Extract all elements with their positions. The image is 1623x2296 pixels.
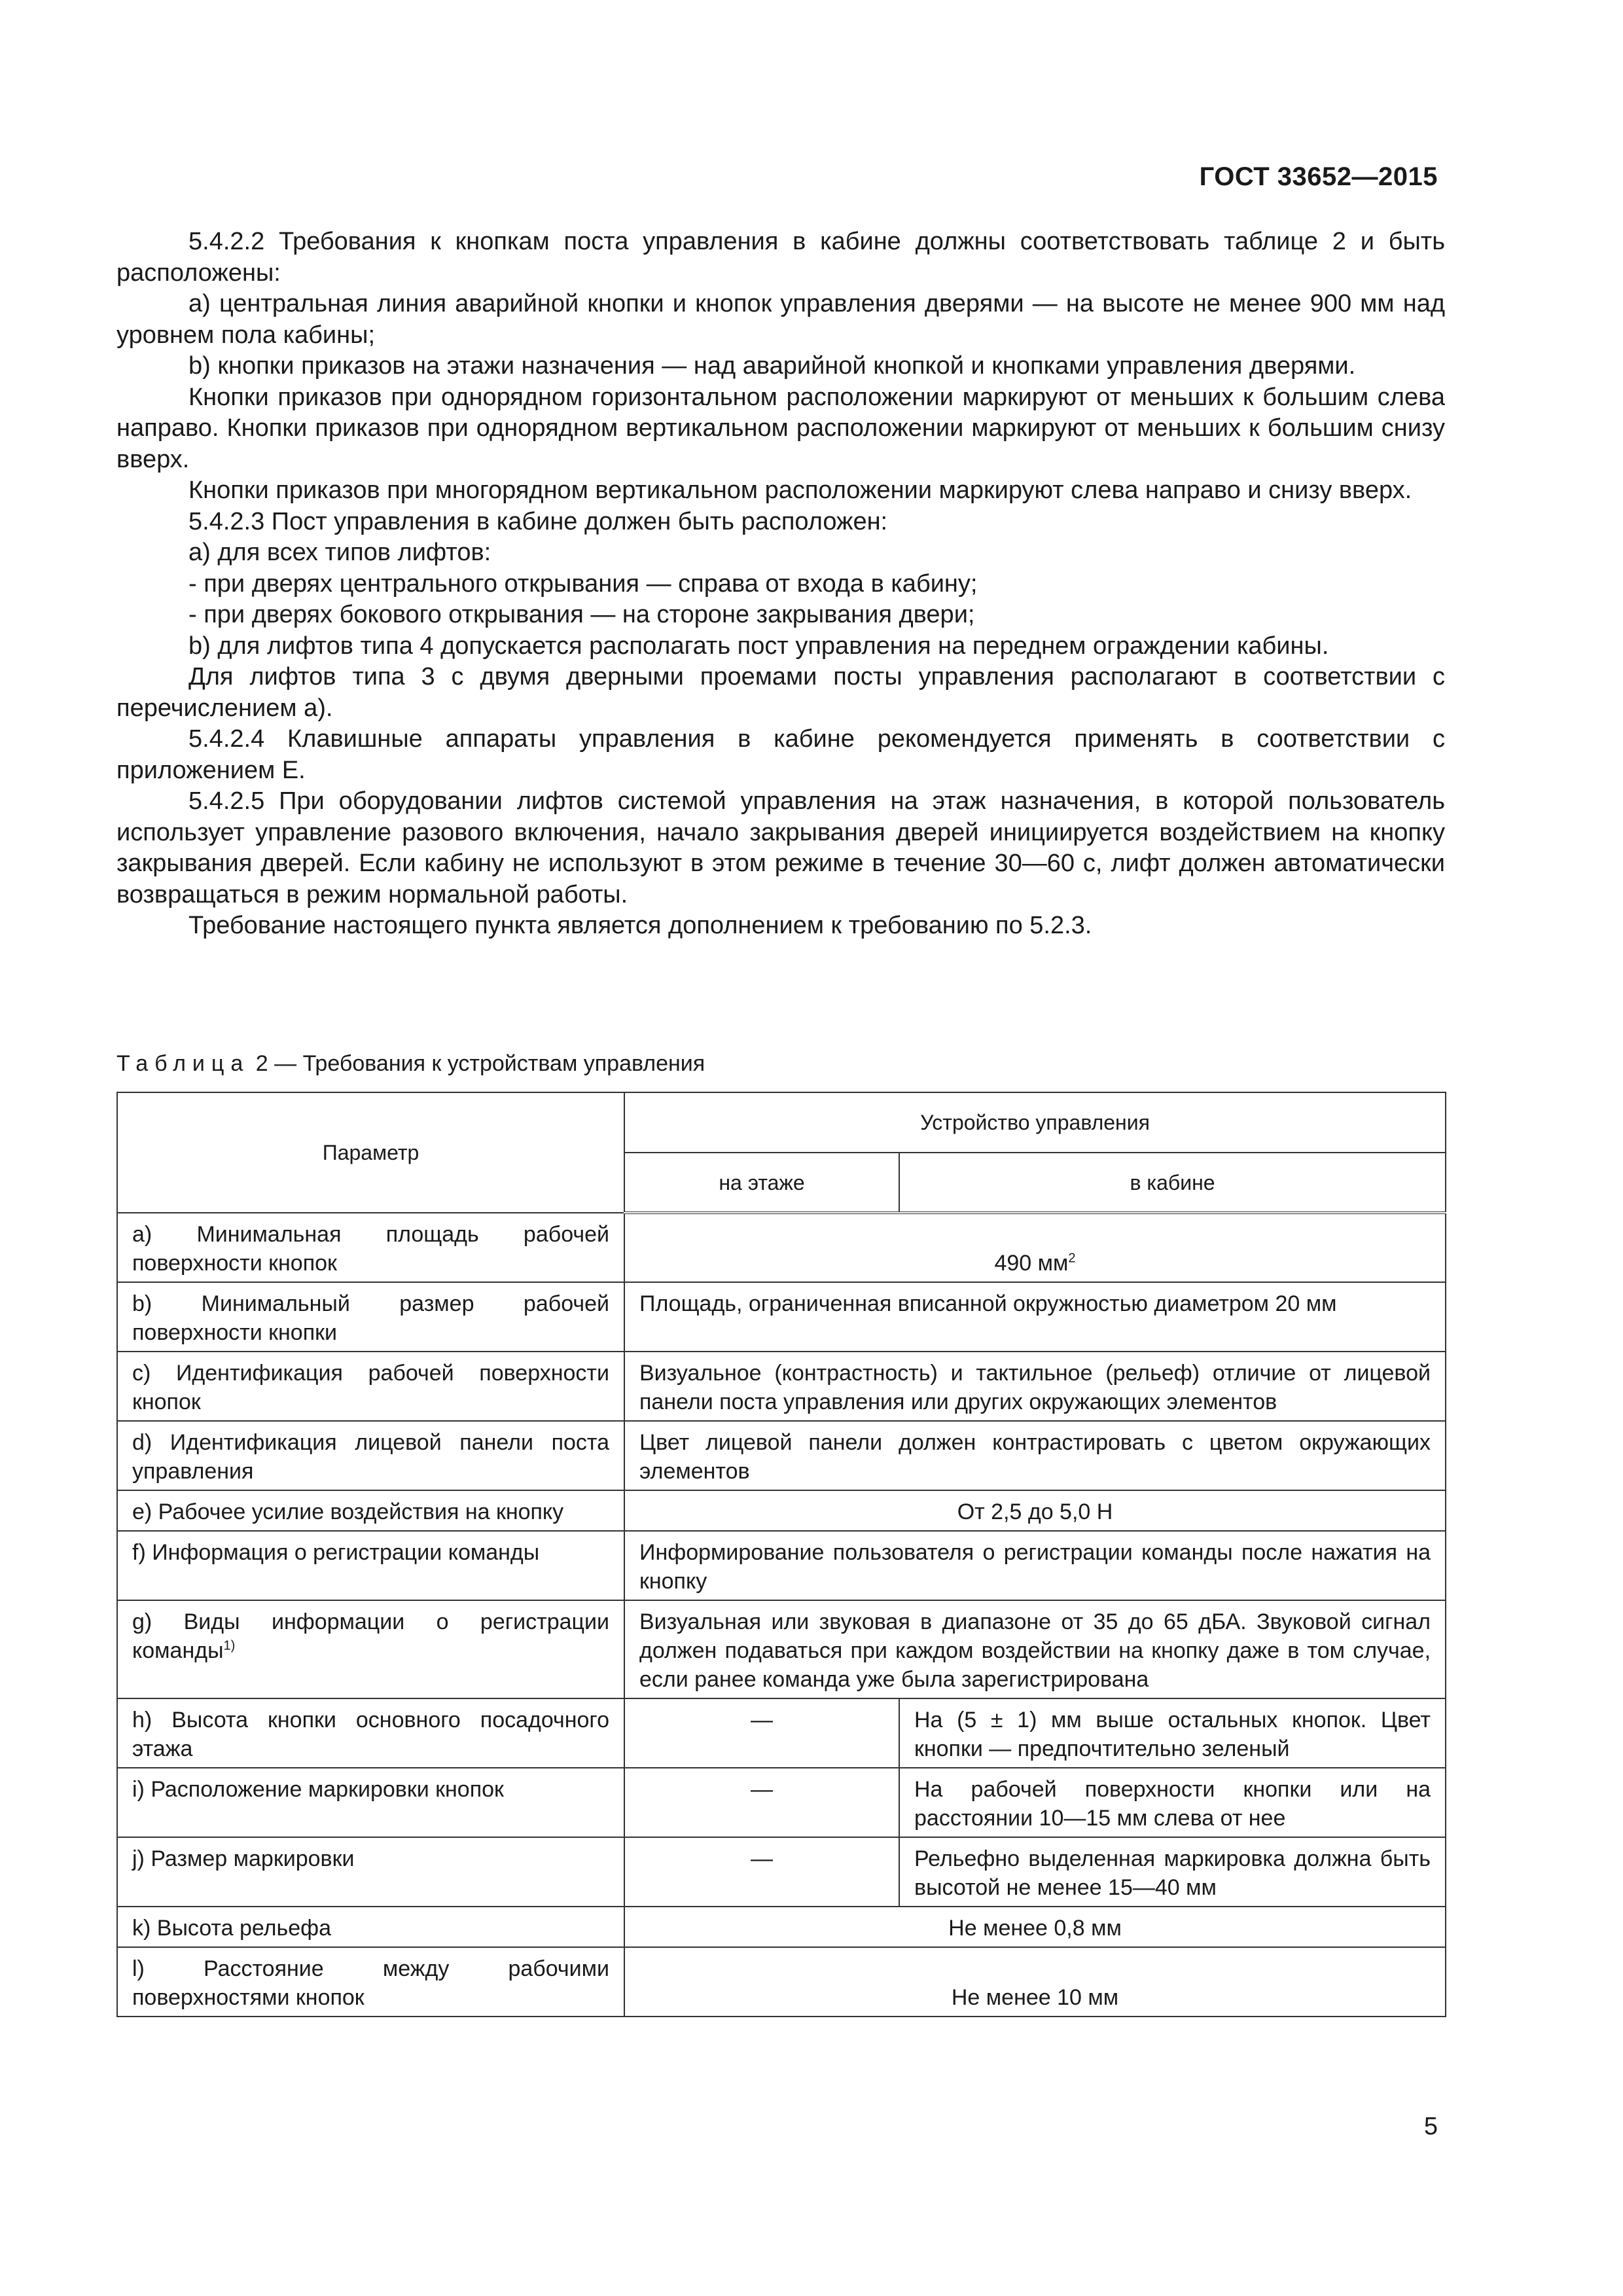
table-row xyxy=(117,1531,1446,1600)
value-cell: Площадь, ограниченная вписанной окружностью диаметром 20 мм xyxy=(624,1282,1446,1352)
table-row xyxy=(117,1837,1446,1907)
table-row xyxy=(117,1768,1446,1837)
parameter-cell: d) Идентификация лицевой панели поста управления xyxy=(117,1421,624,1490)
parameter-cell: e) Рабочее усилие воздействия на кнопку xyxy=(117,1490,624,1531)
floor-cell: — xyxy=(624,1768,899,1837)
list-item-a-all-types: a) для всех типов лифтов: xyxy=(188,539,491,566)
value-cell: Не менее 10 мм xyxy=(624,1947,1446,2017)
cabin-cell: Рельефно выделенная маркировка должна быть высотой не менее 15—40 мм xyxy=(899,1837,1446,1907)
body-text xyxy=(116,226,1445,942)
page-number: 5 xyxy=(1423,2113,1438,2140)
header-in-cabin: в кабине xyxy=(899,1153,1446,1213)
table-row xyxy=(117,1947,1446,2017)
dash-item-side-doors: - при дверях бокового открывания — на стороне закрывания двери; xyxy=(188,601,975,628)
table-caption-word: Таблица xyxy=(116,1051,250,1076)
value-cell: Визуальное (контрастность) и тактильное (рельеф) отличие от лицевой панели поста управления или других окружающих элементов xyxy=(624,1352,1446,1421)
value-cell: Информирование пользователя о регистрации команды после нажатия на кнопку xyxy=(624,1531,1446,1600)
header-parameter: Параметр xyxy=(117,1092,624,1213)
paragraph-5-4-2-5: 5.4.2.5 При оборудовании лифтов системой управления на этаж назначения, в которой пользователь использует управление разового включения, начало закрывания дверей инициируется воздействием на кнопку закрывания дверей. Если кабину не используют в этом режиме в течение 30—60 с, лифт должен автоматически возвращаться в режим нормальной работы. xyxy=(116,787,1445,908)
parameter-text: g) Виды информации о регистрации команды xyxy=(132,1609,609,1663)
value-superscript: 2 xyxy=(1068,1251,1076,1266)
paragraph-5-4-2-3: 5.4.2.3 Пост управления в кабине должен быть расположен: xyxy=(188,507,888,535)
parameter-cell: j) Размер маркировки xyxy=(117,1837,624,1907)
parameter-cell: b) Минимальный размер рабочей поверхности кнопки xyxy=(117,1282,624,1352)
table-row xyxy=(117,1282,1446,1352)
table-caption xyxy=(116,1051,705,1077)
table-row xyxy=(117,1600,1446,1698)
list-item-a: a) центральная линия аварийной кнопки и кнопок управления дверями — на высоте не менее 900 мм над уровнем пола кабины; xyxy=(116,290,1445,349)
list-item-b: b) кнопки приказов на этажи назначения — над аварийной кнопкой и кнопками управления дверями. xyxy=(188,352,1356,380)
paragraph-marking-multi-row: Кнопки приказов при многорядном вертикальном расположении маркируют слева направо и снизу вверх. xyxy=(188,476,1412,504)
paragraph-type-3: Для лифтов типа 3 с двумя дверными проемами посты управления располагают в соответствии с перечислением а). xyxy=(116,663,1445,722)
table-row xyxy=(117,1907,1446,1947)
requirements-table xyxy=(116,1092,1446,2017)
header-on-floor: на этаже xyxy=(624,1153,899,1213)
value-text: 490 мм xyxy=(994,1251,1069,1276)
dash-item-central-doors: - при дверях центрального открывания — справа от входа в кабину; xyxy=(188,569,978,598)
table-row xyxy=(117,1213,1446,1282)
parameter-cell: i) Расположение маркировки кнопок xyxy=(117,1768,624,1837)
parameter-cell: a) Минимальная площадь рабочей поверхности кнопок xyxy=(117,1213,624,1282)
table-row xyxy=(117,1490,1446,1531)
list-item-b-type-4: b) для лифтов типа 4 допускается располагать пост управления на переднем ограждении кабины. xyxy=(188,632,1329,660)
cabin-cell: На (5 ± 1) мм выше остальных кнопок. Цвет кнопки — предпочтительно зеленый xyxy=(899,1698,1446,1768)
paragraph-marking-single-row: Кнопки приказов при однорядном горизонтальном расположении маркируют от меньших к большим слева направо. Кнопки приказов при однорядном вертикальном расположении маркируют от меньших к большим снизу вверх. xyxy=(116,383,1445,473)
floor-cell: — xyxy=(624,1698,899,1768)
table-caption-title: 2 — Требования к устройствам управления xyxy=(255,1051,705,1076)
cabin-cell: На рабочей поверхности кнопки или на расстоянии 10—15 мм слева от нее xyxy=(899,1768,1446,1837)
parameter-cell: k) Высота рельефа xyxy=(117,1907,624,1947)
value-cell: Цвет лицевой панели должен контрастировать с цветом окружающих элементов xyxy=(624,1421,1446,1490)
paragraph-5-4-2-4: 5.4.2.4 Клавишные аппараты управления в кабине рекомендуется применять в соответствии с приложением Е. xyxy=(116,725,1445,784)
value-cell: Не менее 0,8 мм xyxy=(624,1907,1446,1947)
paragraph-addition: Требование настоящего пункта является дополнением к требованию по 5.2.3. xyxy=(188,912,1092,939)
parameter-cell: l) Расстояние между рабочими поверхностями кнопок xyxy=(117,1947,624,2017)
parameter-cell: f) Информация о регистрации команды xyxy=(117,1531,624,1600)
document-header: ГОСТ 33652—2015 xyxy=(1199,162,1438,191)
parameter-cell: h) Высота кнопки основного посадочного этажа xyxy=(117,1698,624,1768)
table-row xyxy=(117,1698,1446,1768)
value-cell: От 2,5 до 5,0 Н xyxy=(624,1490,1446,1531)
footnote-ref: 1) xyxy=(223,1638,236,1653)
value-cell: Визуальная или звуковая в диапазоне от 35 до 65 дБА. Звуковой сигнал должен подаваться при каждом воздействии на кнопку даже в том случае, если ранее команда уже была зарегистрирована xyxy=(624,1600,1446,1698)
table-row xyxy=(117,1421,1446,1490)
table-row xyxy=(117,1352,1446,1421)
header-control-device: Устройство управления xyxy=(624,1092,1446,1153)
value-cell xyxy=(624,1213,1446,1282)
floor-cell: — xyxy=(624,1837,899,1907)
paragraph-5-4-2-2: 5.4.2.2 Требования к кнопкам поста управления в кабине должны соответствовать таблице 2 и быть расположены: xyxy=(116,228,1445,287)
parameter-cell xyxy=(117,1600,624,1698)
parameter-cell: c) Идентификация рабочей поверхности кнопок xyxy=(117,1352,624,1421)
